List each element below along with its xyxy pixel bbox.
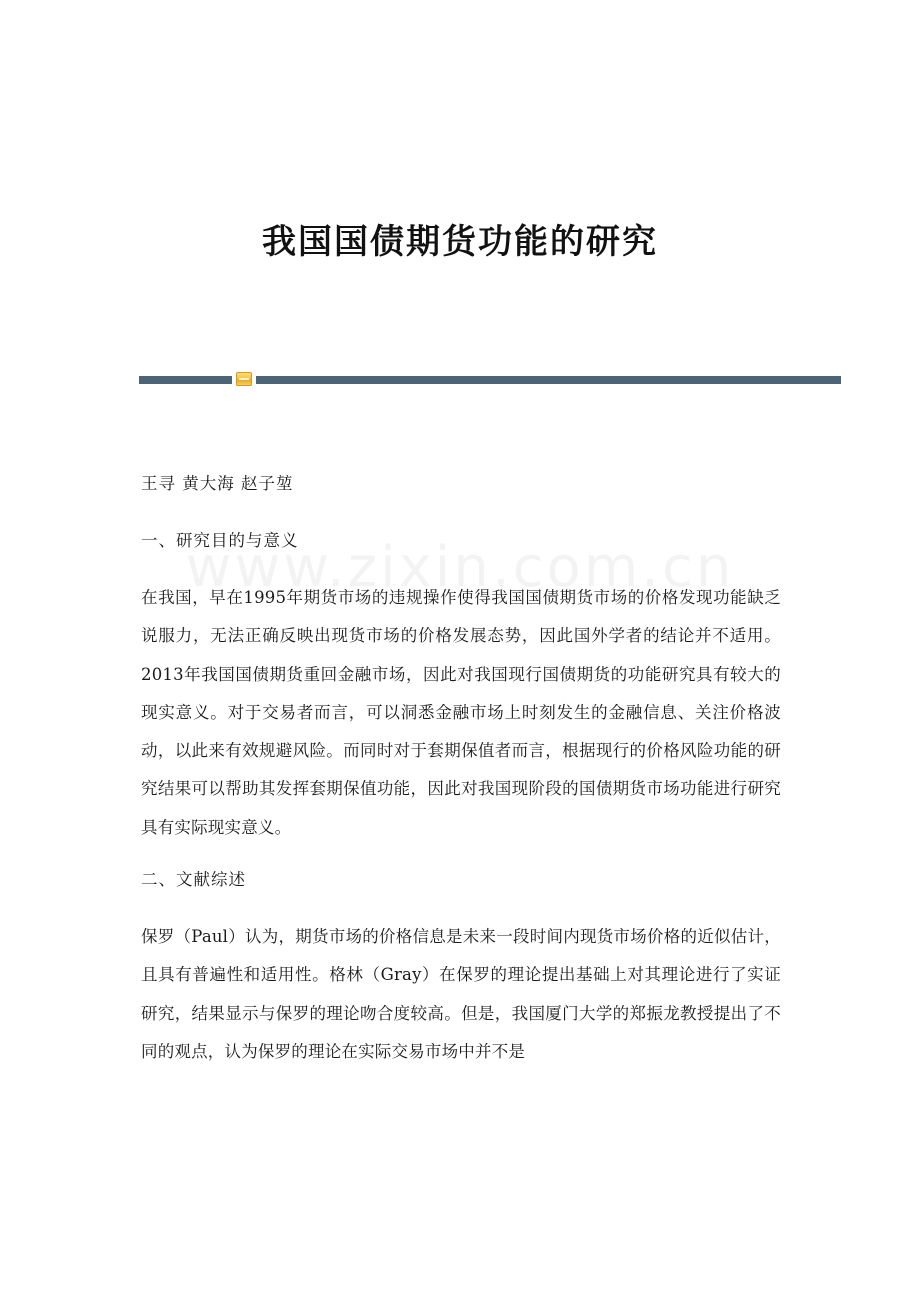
title-divider — [139, 372, 841, 386]
divider-ornament-icon — [236, 372, 252, 386]
section-paragraph: 保罗（Paul）认为，期货市场的价格信息是未来一段时间内现货市场价格的近似估计，且具有普遍性和适用性。格林（Gray）在保罗的理论提出基础上对其理论进行了实证研究，结果显示与保罗的理论吻合度较高。但是，我国厦门大学的郑振龙教授提出了不同的观点，认为保罗的理论在实际交易市场中并不是 — [141, 927, 781, 1061]
divider-bar-right — [256, 376, 841, 384]
document-title: 我国国债期货功能的研究 — [262, 222, 658, 262]
author-line: 王寻 黄大海 赵子堃 — [141, 474, 294, 493]
section-paragraph: 在我国，早在1995年期货市场的违规操作使得我国国债期货市场的价格发现功能缺乏说服力，无法正确反映出现货市场的价格发展态势，因此国外学者的结论并不适用。2013年我国国债期货重回金融市场，因此对我国现行国债期货的功能研究具有较大的现实意义。对于交易者而言，可以洞悉金融市场上时刻发生的金融信息、关注价格波动，以此来有效规避风险。而同时对于套期保值者而言，根据现行的价格风险功能的研究结果可以帮助其发挥套期保值功能，因此对我国现阶段的国债期货市场功能进行研究具有实际现实意义。 — [141, 588, 781, 837]
document-body — [141, 470, 781, 1090]
section-heading: 二、文献综述 — [141, 870, 246, 890]
section-heading: 一、研究目的与意义 — [141, 531, 299, 550]
divider-bar-left — [139, 376, 232, 384]
